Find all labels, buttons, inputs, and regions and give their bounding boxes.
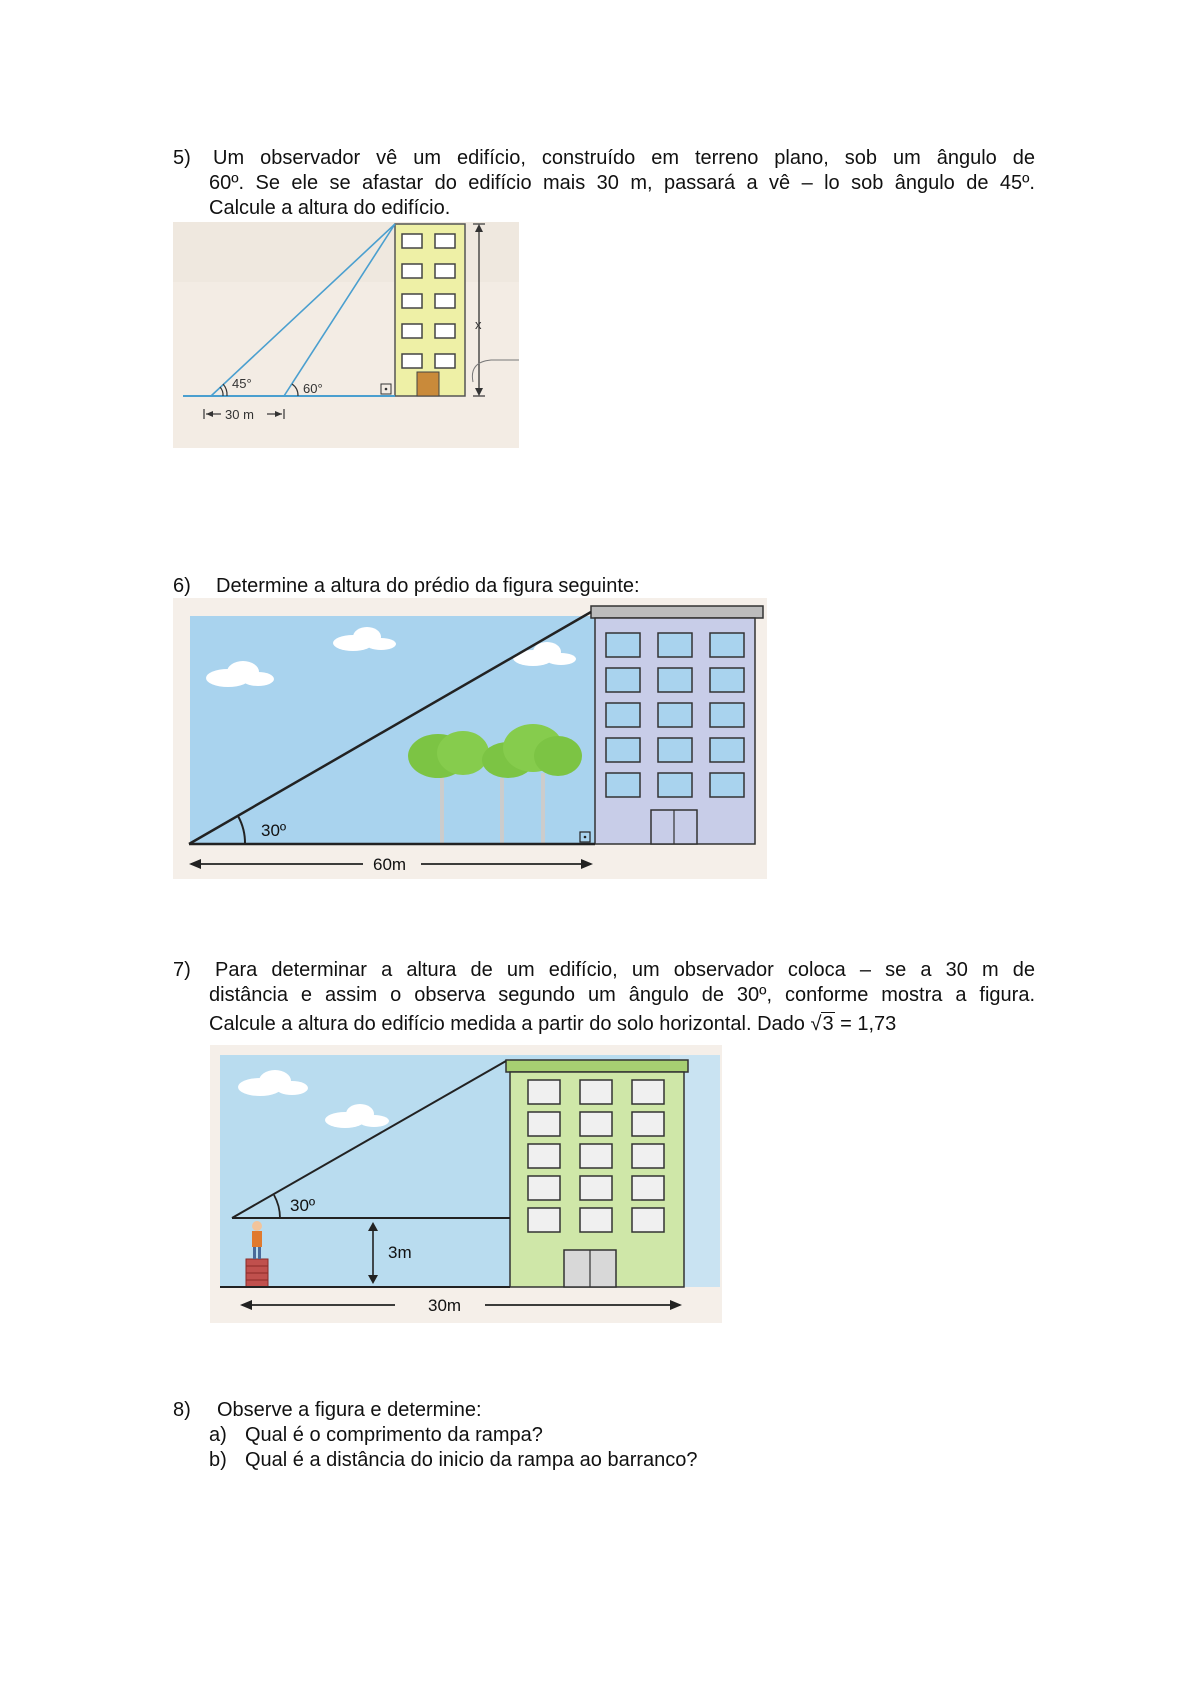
building-windows	[528, 1080, 664, 1232]
question-number: 5)	[173, 147, 191, 169]
building-door	[417, 372, 439, 396]
angle-label-60: 60°	[303, 381, 323, 396]
square-root: √3	[810, 1013, 834, 1035]
question-text-line: distância e assim o observa segundo um ângulo de 30º, conforme mostra a figura.	[209, 984, 1035, 1006]
figure-q6-drawing	[173, 598, 767, 879]
angle-label: 30º	[290, 1196, 316, 1215]
building-windows	[606, 633, 744, 797]
question-text-line: Calcule a altura do edifício.	[209, 197, 451, 219]
figure-q5	[173, 222, 519, 448]
building-roof	[591, 606, 763, 618]
angle-label-45: 45°	[232, 376, 252, 391]
question-text-line	[209, 1012, 1035, 1037]
question-text-line: 60º. Se ele se afastar do edifício mais 30 m, passará a vê – lo sob ângulo de 45º.	[209, 172, 1035, 194]
question-text-line: Para determinar a altura de um edifício, um observador coloca – se a 30 m de	[215, 959, 1035, 981]
angle-label: 30º	[261, 821, 287, 840]
eye-height-label: 3m	[388, 1243, 412, 1262]
figure-q6	[173, 598, 767, 879]
list-item-text: Qual é o comprimento da rampa?	[245, 1424, 543, 1446]
building-roof	[506, 1060, 688, 1072]
question-number: 8)	[173, 1399, 191, 1421]
distance-label: 30m	[428, 1296, 462, 1315]
square-root-radicand: 3	[822, 1013, 834, 1035]
question-number: 7)	[173, 959, 191, 981]
list-item-text: Qual é a distância do inicio da rampa ao barranco?	[245, 1449, 698, 1471]
question-number: 6)	[173, 575, 191, 597]
question-text-line: Um observador vê um edifício, construído em terreno plano, sob um ângulo de	[213, 147, 1035, 169]
given-text: Calcule a altura do edifício medida a partir do solo horizontal. Dado	[209, 1013, 811, 1035]
given-value: = 1,73	[834, 1013, 897, 1035]
distance-label: 30 m	[225, 407, 254, 422]
height-label: x	[475, 317, 482, 332]
question-text-line: Observe a figura e determine:	[217, 1399, 482, 1421]
building	[395, 224, 465, 396]
figure-q7	[210, 1045, 722, 1323]
list-item	[209, 1448, 1009, 1473]
figure-q5-drawing	[173, 222, 519, 448]
list-item	[209, 1423, 1009, 1448]
distance-label: 60m	[373, 855, 407, 874]
list-item-letter: b)	[209, 1449, 227, 1471]
question-text-line: Determine a altura do prédio da figura seguinte:	[216, 575, 640, 597]
figure-q7-drawing	[210, 1045, 722, 1323]
list-item-letter: a)	[209, 1424, 227, 1446]
